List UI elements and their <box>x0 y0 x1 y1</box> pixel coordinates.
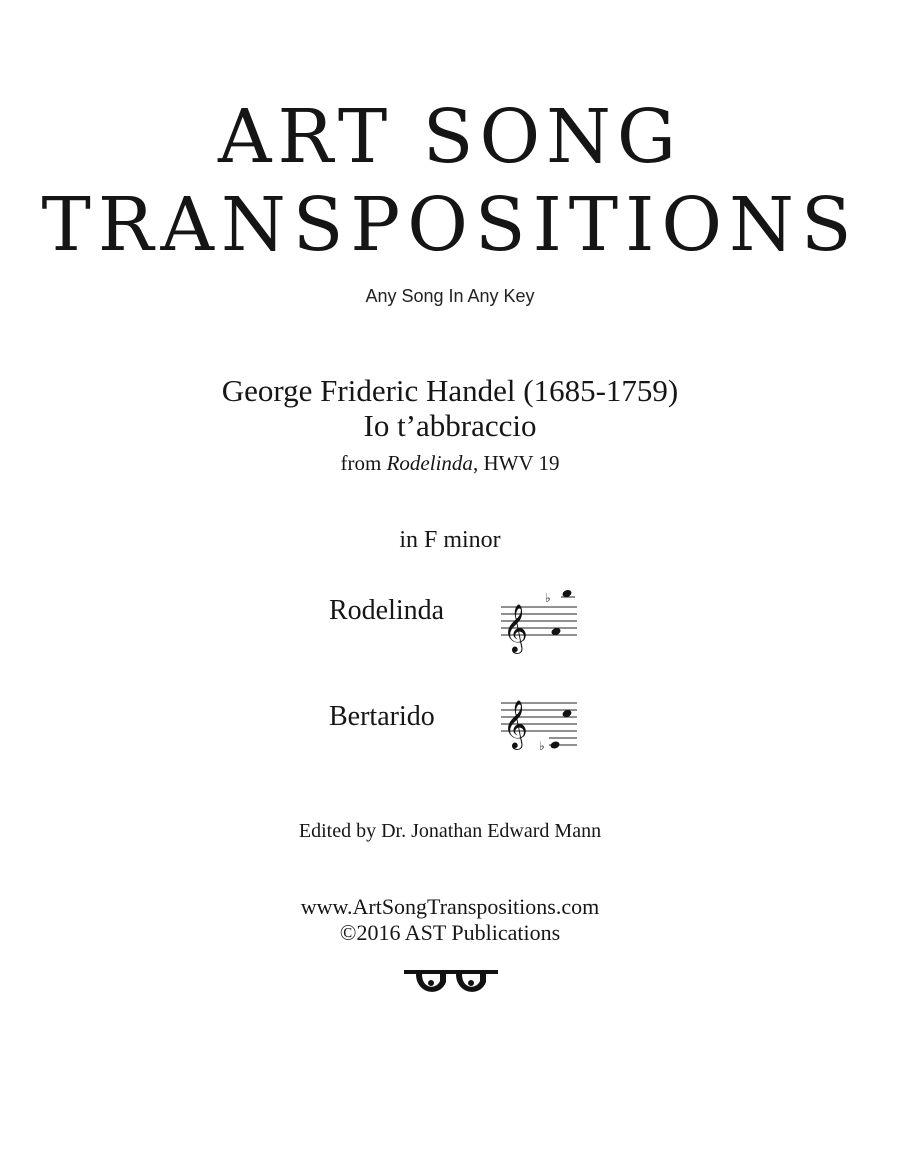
editor-credit: Edited by Dr. Jonathan Edward Mann <box>298 820 602 842</box>
brand-title-line2: TRANSPOSITIONS <box>41 182 859 268</box>
svg-text:♭: ♭ <box>545 591 551 605</box>
copyright-notice: ©2016 AST Publications <box>339 920 561 945</box>
svg-text:𝄞: 𝄞 <box>503 603 528 652</box>
ast-publications-logo-icon <box>402 968 500 1002</box>
composer-name: George Frideric Handel (1685-1759) <box>221 373 679 408</box>
treble-clef-range-icon <box>497 582 581 656</box>
catalog-number: , HWV 19 <box>472 451 560 475</box>
svg-text:♭: ♭ <box>539 739 545 753</box>
song-title: Io t’abbraccio <box>363 408 537 443</box>
opera-title: Rodelinda <box>386 451 473 475</box>
svg-text:𝄞: 𝄞 <box>503 699 528 748</box>
source-prefix: from <box>340 451 387 475</box>
brand-tagline: Any Song In Any Key <box>365 286 535 306</box>
treble-clef-range-icon <box>497 688 581 762</box>
brand-title-line1: ART SONG <box>218 94 682 180</box>
source-line <box>0 451 900 476</box>
voice-name-bertarido: Bertarido <box>329 701 435 732</box>
voice-name-rodelinda: Rodelinda <box>329 595 445 626</box>
website-link[interactable]: www.ArtSongTranspositions.com <box>300 894 600 919</box>
key-label: in F minor <box>399 527 501 553</box>
